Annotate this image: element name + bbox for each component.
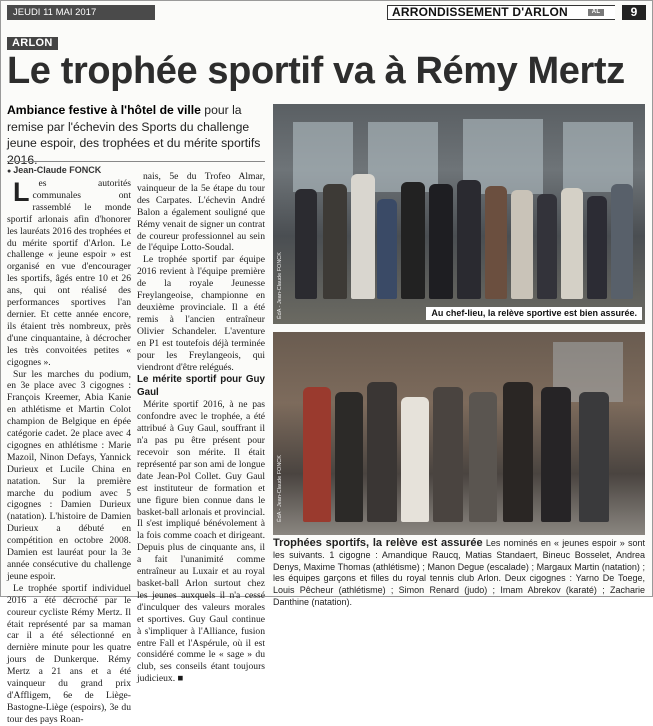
person bbox=[303, 387, 331, 522]
paragraph-text: Mérite sportif 2016, à ne pas confondre avec le trophée, a été attribué à Guy Gaul, souffrant il n'a pas pu être présent pour recevoir son mérite. Il était représenté par son ami de longue date Jean-Pol Collet. Guy Gaul est instituteur de formation et une figure bien connue dans le basket-ball arlonais et provincial. Il s'est impliqué bénévolement à la fois comme coach et dirigeant. Depuis plus de cinquante ans, il a fait l'unanimité comme entraîneur au Luxair et au royal basket-ball Arlon surtout chez les jeunes auxquels il n'a cessé d'inculquer des valeurs morales et sportives. Guy Gaul continue à s'impliquer à l'Alliance, fusion entre Fall et l'Aspérule, où il est considéré comme le « sage » du club, ses conseils étant toujours judicieux. bbox=[137, 399, 265, 685]
person bbox=[503, 382, 533, 522]
person bbox=[587, 196, 607, 299]
paragraph: Le trophée sportif individuel 2016 a été décroché par le coureur cycliste Rémy Mertz. Il était représenté par sa maman car il a été sélectionné en dernière minute pour les quatre jours de Dunkerque. Rémy Mertz a 21 ans et a été vainqueur du grand prix d'Affligem, 6e de Liège-Bastogne-Liège (espoirs), 3e du tour des pays Roan- bbox=[7, 582, 131, 725]
intro-divider bbox=[7, 161, 265, 162]
person bbox=[537, 194, 557, 299]
photo-window bbox=[368, 122, 438, 192]
caption-text: Les nominés en « jeunes espoir » sont les suivants. 1 cigogne : Amandique Raucq, Matias Standaert, Bineuc Bosselet, Andrea Denys, Maxime Thomas (athlétisme) ; Manon Degue (escalade) ; Margaux Martin (natation) ; les équipes garçons et filles du royal tennis club Arlon. Deux cigognes : Yarno De Toege, Louis Pêcheur (athlétisme) ; Simon Renard (judo) ; Imam Abrekov (karaté) ; Zacharie Danthine (natation). bbox=[273, 538, 645, 607]
paragraph: Le trophée sportif par équipe 2016 revient à l'équipe première de la royale Jeunesse Freylangeoise, championne en deuxième provinciale. Il a été remis à l'ancien entraîneur Olivier Schandeler. L'aventure en P1 est toutefois déjà terminée pour les Freylangeois, qui viendront d'être relégués. bbox=[137, 254, 265, 373]
person bbox=[367, 382, 397, 522]
person bbox=[377, 199, 397, 299]
person bbox=[485, 186, 507, 299]
article-column-2 bbox=[137, 171, 265, 685]
section-title bbox=[387, 5, 615, 20]
photo-window bbox=[293, 122, 353, 192]
article-headline: Le trophée sportif va à Rémy Mertz bbox=[7, 50, 625, 92]
group-photo-youth bbox=[273, 104, 645, 324]
intro-lead: Ambiance festive à l'hôtel de ville bbox=[7, 103, 201, 117]
person bbox=[579, 392, 609, 522]
group-photo-officials bbox=[273, 332, 645, 535]
article-author: ● Jean-Claude FONCK bbox=[7, 164, 265, 178]
photo-window bbox=[563, 122, 633, 192]
person bbox=[295, 189, 317, 299]
person bbox=[429, 184, 453, 299]
paragraph bbox=[137, 399, 265, 685]
page-header bbox=[7, 5, 646, 21]
article-kicker: ARLON bbox=[7, 37, 58, 50]
article-intro bbox=[7, 102, 265, 168]
section-mark: AL bbox=[588, 9, 604, 16]
photo-credit: ÉdA - Jean-Claude FONCK bbox=[277, 455, 283, 522]
person bbox=[433, 387, 463, 522]
paragraph-text: es autorités communales ont rassemblé le monde sportif arlonais afin d'honorer les lauréats 2016 des trophées et du mérite sportif d'Arlon. Le challenge « jeune espoir » est organisé en vue d'encourager les sportifs, âgés entre 10 et 26 ans, qui ont réalisé des performances sportives l'an dernier. Et cette année encore, ils étaient très nombreux, près d'une cinquantaine, à décrocher les très convoitées petites « cigognes ». bbox=[7, 178, 131, 368]
intro-rest: pour la remise par l'échevin des Sports du challenge jeune espoir, des trophées et du mérite sportifs 2016. bbox=[7, 103, 261, 167]
article-column-1 bbox=[7, 178, 131, 726]
paragraph bbox=[7, 178, 131, 369]
issue-date: JEUDI 11 MAI 2017 bbox=[7, 5, 155, 20]
person bbox=[457, 180, 481, 299]
person bbox=[541, 387, 571, 522]
section-name: ARRONDISSEMENT D'ARLON bbox=[392, 5, 568, 19]
person bbox=[511, 190, 533, 299]
caption-title: Trophées sportifs, la relève est assurée bbox=[273, 537, 483, 549]
person bbox=[351, 174, 375, 299]
person bbox=[611, 184, 633, 299]
subheading: Le mérite sportif pour Guy Gaul bbox=[137, 374, 265, 399]
drop-cap: L bbox=[13, 177, 30, 207]
person bbox=[469, 392, 497, 522]
photo-credit: ÉdA - Jean-Claude FONCK bbox=[277, 252, 283, 319]
paragraph: Sur les marches du podium, en 3e place avec 3 cigognes : François Kreemer, Abia Kanie en athlétisme et Martin Colot champion de Belgique en épée catégorie cadet. 2e place avec 4 cigognes en athlétisme : Marie Mazoil, Ninon Defays, Yannick Durieux et Lucile China en natation. Sur la première marche du podium avec 5 cigognes : Damien Durieux (natation). L'histoire de Damien Durieux a débuté en compétition en octobre 2008. Damien est lauréat pour la 3e année consécutive du challenge jeune espoir. bbox=[7, 368, 131, 582]
paragraph: nais, 5e du Trofeo Almar, vainqueur de la 5e étape du tour des Carpates. L'échevin André Balon a également souligné que Rémy venait de signer un contrat de coureur professionnel au sein de l'équipe Lotto-Soudal. bbox=[137, 171, 265, 254]
person bbox=[335, 392, 363, 522]
person bbox=[401, 182, 425, 299]
photo-caption: Au chef-lieu, la relève sportive est bien assurée. bbox=[426, 307, 642, 320]
person bbox=[323, 184, 347, 299]
person bbox=[401, 397, 429, 522]
end-mark: ■ bbox=[177, 673, 184, 685]
photo-caption-long bbox=[273, 538, 645, 609]
page-number: 9 bbox=[622, 5, 646, 20]
person bbox=[561, 188, 583, 299]
